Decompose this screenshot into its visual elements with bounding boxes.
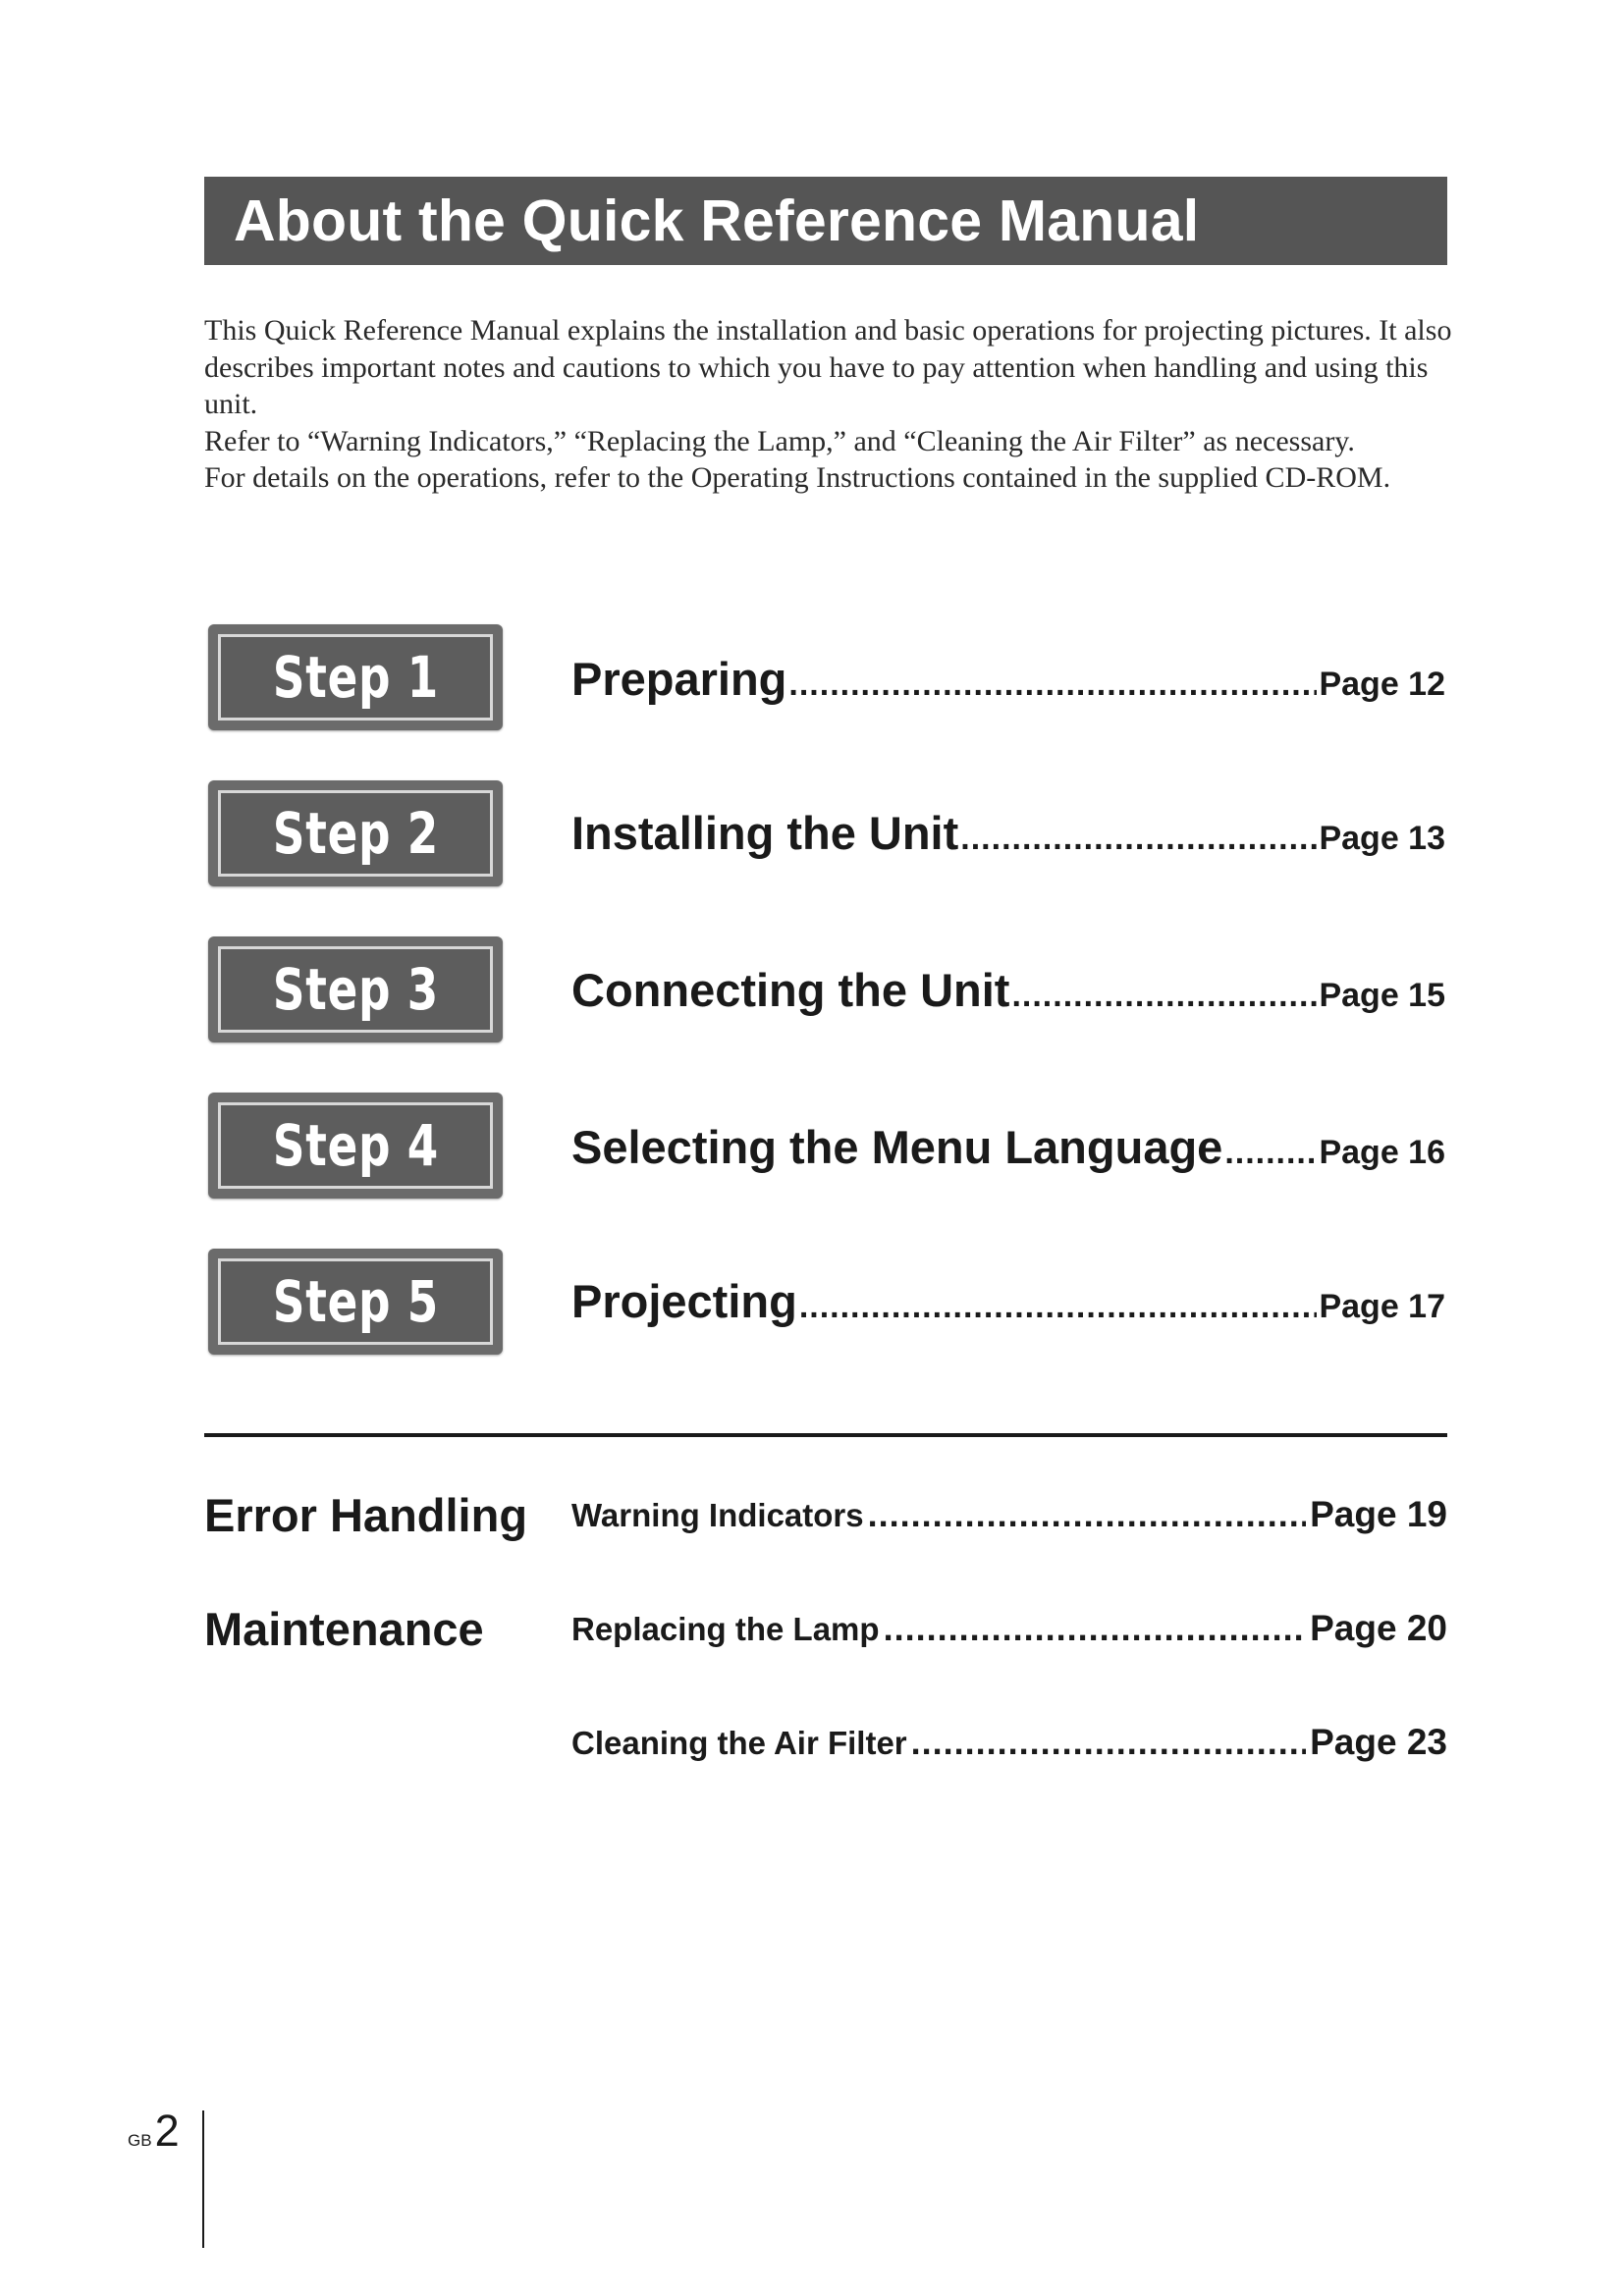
- page-number: 2: [154, 2106, 180, 2156]
- step-badge-label: Step 3: [272, 956, 439, 1023]
- toc-entry-installing[interactable]: [571, 806, 1445, 860]
- leader-dots: [960, 820, 1317, 858]
- leader-dots: [788, 666, 1317, 704]
- leader-dots: [799, 1288, 1318, 1326]
- region-code: GB: [128, 2131, 152, 2150]
- toc-entry-title: Connecting the Unit: [571, 964, 1010, 1016]
- toc-entry-projecting[interactable]: [571, 1274, 1445, 1328]
- page-title: About the Quick Reference Manual: [234, 188, 1200, 253]
- leader-dots: [868, 1494, 1306, 1535]
- intro-text: [204, 312, 1461, 497]
- intro-paragraph: Refer to “Warning Indicators,” “Replacing the Lamp,” and “Cleaning the Air Filter” as necessary.: [204, 424, 1355, 457]
- intro-paragraph: For details on the operations, refer to the Operating Instructions contained in the supplied CD-ROM.: [204, 461, 1391, 494]
- step-badge-2: [208, 780, 503, 886]
- toc-entry-title: Projecting: [571, 1275, 797, 1327]
- toc-page-ref: Page 23: [1310, 1722, 1447, 1762]
- toc-entry-replacing-lamp[interactable]: [571, 1608, 1447, 1649]
- toc-page-ref: Page 13: [1319, 820, 1445, 857]
- toc-entry-connecting[interactable]: [571, 963, 1445, 1017]
- step-badge-4: [208, 1093, 503, 1199]
- leader-dots: [1011, 977, 1317, 1015]
- toc-entry-cleaning-air-filter[interactable]: [571, 1722, 1447, 1763]
- leader-dots: [884, 1608, 1307, 1649]
- step-badge-label: Step 2: [272, 800, 439, 867]
- toc-page-ref: Page 19: [1310, 1494, 1447, 1534]
- title-bar: [204, 177, 1447, 265]
- maintenance-heading: Maintenance: [204, 1603, 484, 1655]
- toc-entry-title: Replacing the Lamp: [571, 1611, 880, 1647]
- intro-paragraph: This Quick Reference Manual explains the installation and basic operations for projecting pictures. It also describes important notes and cautions to which you have to pay attention when handling and using this unit.: [204, 314, 1452, 420]
- toc-entry-title: Warning Indicators: [571, 1497, 864, 1533]
- folio-rule: [202, 2110, 204, 2248]
- toc-entry-warning-indicators[interactable]: [571, 1494, 1447, 1535]
- toc-page-ref: Page 15: [1319, 977, 1445, 1014]
- toc-page-ref: Page 17: [1319, 1288, 1445, 1325]
- toc-entry-preparing[interactable]: [571, 652, 1445, 706]
- error-handling-heading: Error Handling: [204, 1489, 528, 1541]
- toc-entry-title: Cleaning the Air Filter: [571, 1725, 907, 1761]
- toc-entry-menu-language[interactable]: [571, 1120, 1445, 1174]
- step-badge-label: Step 4: [272, 1112, 439, 1179]
- step-badge-1: [208, 624, 503, 730]
- toc-page-ref: Page 12: [1319, 666, 1445, 703]
- step-badge-label: Step 1: [272, 644, 439, 711]
- toc-page-ref: Page 16: [1319, 1134, 1445, 1171]
- section-divider: [204, 1433, 1447, 1437]
- step-badge-label: Step 5: [272, 1268, 439, 1335]
- leader-dots: [911, 1722, 1306, 1763]
- toc-page-ref: Page 20: [1310, 1608, 1447, 1648]
- step-badge-5: [208, 1249, 503, 1355]
- toc-entry-title: Selecting the Menu Language: [571, 1121, 1223, 1173]
- page-folio: [128, 2106, 180, 2157]
- step-badge-3: [208, 936, 503, 1042]
- leader-dots: [1224, 1134, 1317, 1172]
- toc-entry-title: Installing the Unit: [571, 807, 959, 859]
- toc-entry-title: Preparing: [571, 653, 787, 705]
